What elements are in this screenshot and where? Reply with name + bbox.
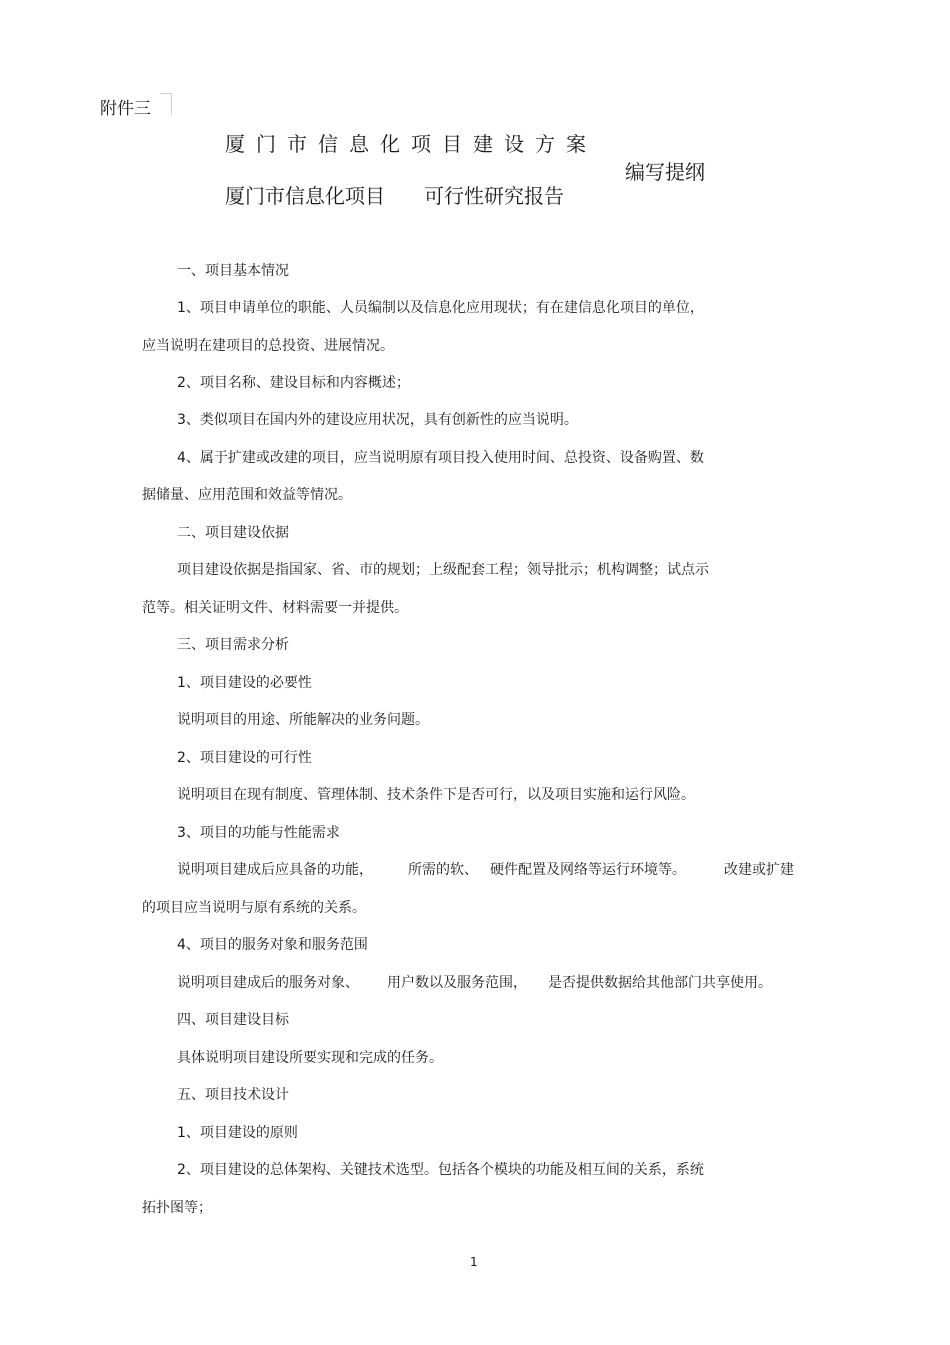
subsection-heading: 2、项目建设的可行性 bbox=[177, 750, 312, 766]
section-heading: 二、项目建设依据 bbox=[177, 525, 289, 541]
paragraph-line: 的项目应当说明与原有系统的关系。 bbox=[142, 900, 366, 916]
paragraph-line: 范等。相关证明文件、材料需要一并提供。 bbox=[142, 600, 408, 616]
document-title-line1: 厦门市信息化项目建设方案 bbox=[225, 132, 597, 156]
paragraph-line: 2、项目建设的总体架构、关键技术选型。包括各个模块的功能及相互间的关系，系统 bbox=[177, 1162, 704, 1178]
subsection-heading: 1、项目建设的必要性 bbox=[177, 675, 312, 691]
page-number: 1 bbox=[470, 1255, 478, 1269]
corner-mark bbox=[160, 93, 172, 94]
paragraph-line-segment: 是否提供数据给其他部门共享使用。 bbox=[548, 975, 772, 991]
paragraph-line-segment: 改建或扩建 bbox=[724, 862, 794, 878]
document-title-line2-part1: 厦门市信息化项目 bbox=[225, 184, 385, 208]
paragraph-line: 1、项目申请单位的职能、人员编制以及信息化应用现状；有在建信息化项目的单位， bbox=[177, 300, 704, 316]
section-heading: 三、项目需求分析 bbox=[177, 637, 289, 653]
paragraph-line-segment: 说明项目建成后应具备的功能， bbox=[177, 862, 373, 878]
subsection-heading: 3、项目的功能与性能需求 bbox=[177, 825, 340, 841]
paragraph-line: 2、项目名称、建设目标和内容概述； bbox=[177, 375, 410, 391]
subsection-heading: 4、项目的服务对象和服务范围 bbox=[177, 937, 368, 953]
paragraph-line: 具体说明项目建设所要实现和完成的任务。 bbox=[177, 1050, 443, 1066]
section-heading: 四、项目建设目标 bbox=[177, 1012, 289, 1028]
paragraph-line: 项目建设依据是指国家、省、市的规划；上级配套工程；领导批示；机构调整；试点示 bbox=[177, 562, 709, 578]
corner-mark bbox=[171, 93, 172, 115]
subsection-heading: 1、项目建设的原则 bbox=[177, 1125, 298, 1141]
attachment-label: 附件三 bbox=[100, 99, 151, 119]
section-heading: 五、项目技术设计 bbox=[177, 1087, 289, 1103]
document-title-side: 编写提纲 bbox=[625, 160, 705, 184]
paragraph-line: 应当说明在建项目的总投资、进展情况。 bbox=[142, 338, 394, 354]
paragraph-line-segment: 说明项目建成后的服务对象、 bbox=[177, 975, 359, 991]
paragraph-line: 据储量、应用范围和效益等情况。 bbox=[142, 487, 352, 503]
section-heading: 一、项目基本情况 bbox=[177, 263, 289, 279]
paragraph-line: 说明项目在现有制度、管理体制、技术条件下是否可行，以及项目实施和运行风险。 bbox=[177, 787, 695, 803]
paragraph-line: 说明项目的用途、所能解决的业务问题。 bbox=[177, 712, 429, 728]
paragraph-line: 3、类似项目在国内外的建设应用状况，具有创新性的应当说明。 bbox=[177, 412, 578, 428]
paragraph-line: 拓扑图等； bbox=[142, 1200, 212, 1216]
paragraph-line-segment: 硬件配置及网络等运行环境等。 bbox=[490, 862, 686, 878]
paragraph-line-segment: 所需的软、 bbox=[408, 862, 478, 878]
paragraph-line-segment: 用户数以及服务范围， bbox=[387, 975, 527, 991]
paragraph-line: 4、属于扩建或改建的项目，应当说明原有项目投入使用时间、总投资、设备购置、数 bbox=[177, 450, 704, 466]
document-title-line2-part2: 可行性研究报告 bbox=[424, 184, 564, 208]
